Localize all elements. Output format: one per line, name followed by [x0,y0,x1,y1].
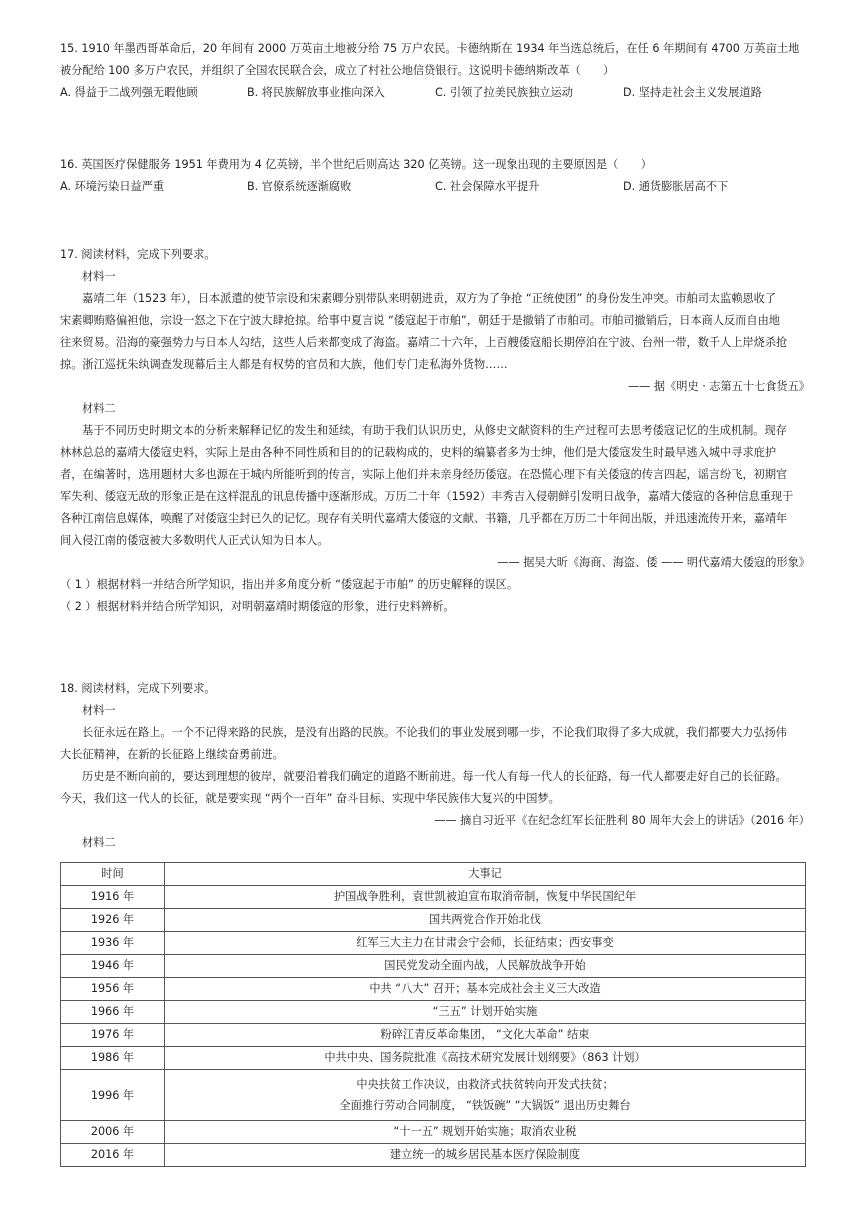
table-cell-events: 建立统一的城乡居民基本医疗保险制度 [165,1144,806,1167]
table-cell-year: 1926 年 [61,909,165,932]
table-cell-year: 2016 年 [61,1144,165,1167]
table-cell-year: 1976 年 [61,1024,165,1047]
q17-material1-line: 往来贸易。沿海的豪强势力与日本人勾结，这些人后来都变成了海盗。嘉靖二十六年，上百艘倭寇船长期停泊在宁波、台州一带，数千人上岸烧杀抢 [60,336,788,349]
table-cell-year: 1966 年 [61,1001,165,1024]
q17-requirement-2: （ 2 ）根据材料并结合所学知识，对明朝嘉靖时期倭寇的形象，进行史料辨析。 [60,600,455,613]
q17-title: 17. 阅读材料，完成下列要求。 [60,248,216,261]
table-cell-events: 护国战争胜利，袁世凯被迫宣布取消帝制，恢复中华民国纪年 [165,886,806,909]
q15-stem-line1: 15. 1910 年墨西哥革命后，20 年间有 2000 万英亩土地被分给 75 万户农民。卡德纳斯在 1934 年当选总统后，在任 6 年期间有 4700 万英亩土地 [60,42,800,55]
q17-material1-line: 掠。浙江巡抚朱纨调查发现幕后主人都是有权势的官员和大族，他们专门走私海外货物…… [60,358,508,371]
table-cell-events: 国民党发动全面内战，人民解放战争开始 [165,955,806,978]
q17-material2-line: 各种江南信息媒体，唤醒了对倭寇尘封已久的记忆。现存有关明代嘉靖大倭寇的文献、书籍，几乎都在万历二十年间出版，并迅速流传开来，嘉靖年 [60,512,788,525]
table-row [61,978,806,1001]
table-cell-events: 粉碎江青反革命集团， “文化大革命” 结束 [165,1024,806,1047]
q18-material1-line: 今天，我们这一代人的长征，就是要实现 “两个一百年” 奋斗目标、实现中华民族伟大复兴的中国梦。 [60,792,560,805]
table-cell-events: “十一五” 规划开始实施；取消农业税 [165,1121,806,1144]
table-cell-event-line: 全面推行劳动合同制度， “铁饭碗” “大锅饭” 退出历史舞台 [339,1099,631,1112]
q15-option-a[interactable]: A. 得益于二战列强无暇他顾 [60,86,198,99]
q16-options [60,176,810,198]
table-row [61,1070,806,1121]
q15-option-d[interactable]: D. 坚持走社会主义发展道路 [623,86,762,99]
q17-material2-line: 间入侵江南的倭寇被大多数明代人正式认知为日本人。 [60,534,329,547]
q16-option-b[interactable]: B. 官僚系统逐渐腐败 [247,180,352,193]
q18-title: 18. 阅读材料，完成下列要求。 [60,682,216,695]
table-cell-events: “三五” 计划开始实施 [165,1001,806,1024]
q16-option-a[interactable]: A. 环境污染日益严重 [60,180,165,193]
table-cell-year: 1996 年 [61,1070,165,1121]
q17-material2-source: —— 据吴大昕《海商、海盗、倭 —— 明代嘉靖大倭寇的形象》 [497,556,810,569]
question-17 [60,244,810,618]
table-row [61,1024,806,1047]
q16-option-d[interactable]: D. 通货膨胀居高不下 [623,180,729,193]
question-16 [60,154,810,198]
question-18 [60,678,810,854]
table-cell-year: 1986 年 [61,1047,165,1070]
table-row [61,909,806,932]
q17-material2-line: 军失利、倭寇无敌的形象正是在这样混乱的讯息传播中逐渐形成。万历二十年（1592）丰秀吉入侵朝鲜引发明日战争，嘉靖大倭寇的各种信息重现于 [60,490,794,503]
question-15 [60,38,810,104]
table-cell-event-line: 中央扶贫工作决议，由救济式扶贫转向开发式扶贫； [356,1078,614,1091]
table-row [61,955,806,978]
table-cell-year: 1916 年 [61,886,165,909]
table-cell-year: 1936 年 [61,932,165,955]
q15-stem-line2: 被分配给 100 多万户农民，并组织了全国农民联合会，成立了村社公地信贷银行。这说明卡德纳斯改革（ ） [60,64,615,77]
q17-material2-label: 材料二 [82,402,116,415]
q17-material1-line: 宋素卿贿赂偏袒他，宗设一怒之下在宁波大肆抢掠。给事中夏言说 “倭寇起于市舶”，朝廷于是撤销了市舶司。市舶司撤销后，日本商人反而自由地 [60,314,780,327]
q18-material1-line: 历史是不断向前的，要达到理想的彼岸，就要沿着我们确定的道路不断前进。每一代人有每一代人的长征路，每一代人都要走好自己的长征路。 [82,770,787,783]
q17-requirement-1: （ 1 ）根据材料一并结合所学知识，指出并多角度分析 “倭寇起于市舶” 的历史解释的误区。 [60,578,519,591]
table-row [61,1001,806,1024]
table-cell-year: 1946 年 [61,955,165,978]
q18-material1-label: 材料一 [82,704,116,717]
table-cell-year: 1956 年 [61,978,165,1001]
q15-option-c[interactable]: C. 引领了拉美民族独立运动 [435,86,573,99]
q17-material1-label: 材料一 [82,270,116,283]
q17-material2-line: 者，在编著时，选用题材大多也源在于城内所能听到的传言，实际上他们并未亲身经历倭寇。在恐慌心理下有关倭寇的传言四起，谣言纷飞，初期官 [60,468,788,481]
table-row [61,932,806,955]
table-cell-events: 国共两党合作开始北伐 [165,909,806,932]
table-row [61,886,806,909]
table-cell-year: 2006 年 [61,1121,165,1144]
q16-stem: 16. 英国医疗保健服务 1951 年费用为 4 亿英镑，半个世纪后则高达 320 亿英镑。这一现象出现的主要原因是（ ） [60,158,652,171]
q17-material2-line: 基于不同历史时期文本的分析来解释记忆的发生和延续，有助于我们认识历史，从修史文献资料的生产过程可去思考倭寇记忆的生成机制。现存 [82,424,787,437]
q15-options [60,82,810,104]
table-cell-events: 中共 “八大” 召开；基本完成社会主义三大改造 [165,978,806,1001]
table-row [61,1121,806,1144]
q16-option-c[interactable]: C. 社会保障水平提升 [435,180,540,193]
table-header-time: 时间 [61,863,165,886]
q17-material1-line: 嘉靖二年（1523 年），日本派遣的使节宗设和宋素卿分别带队来明朝进贡，双方为了争抢 “正统使团” 的身份发生冲突。市舶司太监赖恩收了 [82,292,777,305]
q15-option-b[interactable]: B. 将民族解放事业推向深入 [247,86,385,99]
table-header-row [61,863,806,886]
q17-material1-source: —— 据《明史 · 志第五十七食货五》 [627,380,810,393]
q18-material1-source: —— 摘自习近平《在纪念红军长征胜利 80 周年大会上的讲话》（2016 年） [434,814,810,827]
table-cell-events: 中共中央、国务院批准《高技术研究发展计划纲要》（863 计划） [165,1047,806,1070]
table-cell-events: 红军三大主力在甘肃会宁会师，长征结束；西安事变 [165,932,806,955]
events-table [60,862,806,1167]
q18-material2-label: 材料二 [82,836,116,849]
table-row [61,1144,806,1167]
table-row [61,1047,806,1070]
table-cell-events [165,1070,806,1121]
q18-material1-line: 长征永远在路上。一个不记得来路的民族，是没有出路的民族。不论我们的事业发展到哪一步，不论我们取得了多大成就，我们都要大力弘扬伟 [82,726,787,739]
q17-material2-line: 林林总总的嘉靖大倭寇史料，实际上是由各种不同性质和目的的记载构成的，史料的编纂者多为士绅，他们是大倭寇发生时最早逃入城中寻求庇护 [60,446,777,459]
table-header-events: 大事记 [165,863,806,886]
q18-material1-line: 大长征精神，在新的长征路上继续奋勇前进。 [60,748,284,761]
